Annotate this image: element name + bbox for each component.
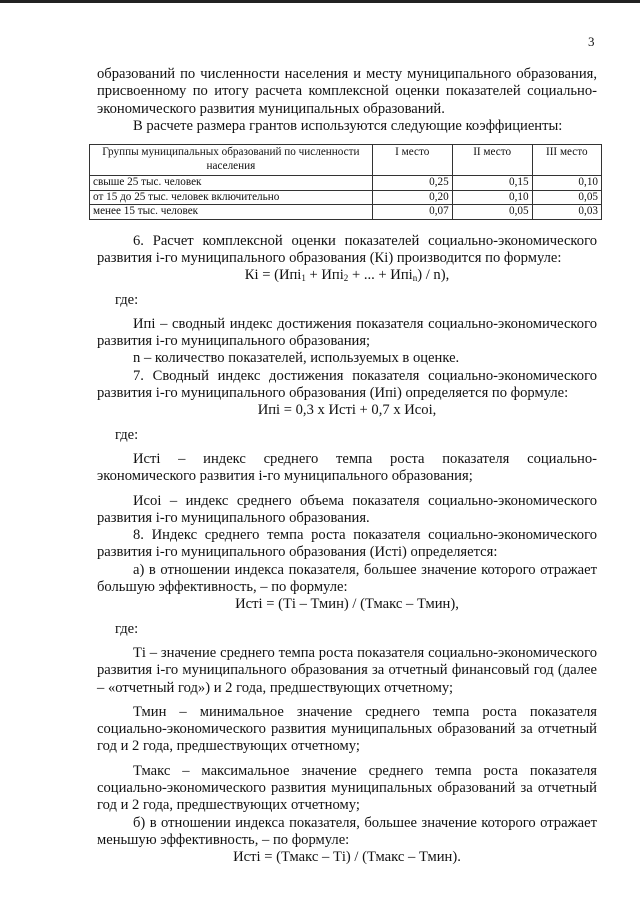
cell-value: 0,15 (452, 176, 532, 191)
definition-tmin: Тмин – минимальное значение среднего темпа роста показателя социально-экономического развития муниципальных образований за отчетный год и 2 года, предшествующих отчетному; (97, 703, 597, 755)
definition-isoi: Исоi – индекс среднего объема показателя социально-экономического развития i-го муниципального образования. (97, 492, 597, 526)
cell-value: 0,07 (372, 205, 452, 220)
formula-isti-b: Истi = (Тмакс – Тi) / (Тмакс – Тмин). (233, 849, 461, 866)
subscript: 1 (301, 273, 306, 284)
cell-value: 0,05 (532, 190, 601, 205)
table-row (90, 176, 602, 191)
coef-intro: В расчете размера грантов используются следующие коэффициенты: (133, 117, 563, 134)
where-label: где: (115, 291, 139, 308)
formula-part: + ... + Ипi (348, 267, 413, 284)
case-a: а) в отношении индекса показателя, большее значение которого отражает большую эффективность, – по формуле: (97, 561, 597, 596)
section-8-text: 8. Индекс среднего темпа роста показателя социально-экономического развития i-го муниципального образования (Истi) определяется: (97, 527, 597, 561)
formula-ipi: Ипi = 0,3 х Истi + 0,7 х Исоi, (257, 402, 437, 419)
cell-value: 0,10 (452, 190, 532, 205)
cell-value: 0,25 (372, 176, 452, 191)
row-group-label: от 15 до 25 тыс. человек включительно (90, 190, 373, 205)
where-label: где: (115, 620, 139, 637)
header-place-3: III место (532, 145, 601, 176)
formula-part: ) / n), (417, 267, 450, 284)
subscript: 2 (343, 273, 349, 284)
table-header-row (90, 145, 602, 176)
definition-isti: Истi – индекс среднего темпа роста показателя социально-экономического развития i-го муниципального образования; (97, 450, 597, 485)
where-label: где: (115, 426, 139, 443)
cell-value: 0,10 (532, 176, 601, 191)
case-b: б) в отношении индекса показателя, большее значение которого отражает меньшую эффективность, – по формуле: (97, 814, 597, 848)
section-7-text: 7. Сводный индекс достижения показателя социально-экономического развития i-го муниципального образования (Ипi) определяется по формуле: (97, 367, 597, 402)
definition-ipi: Ипi – сводный индекс достижения показателя социально-экономического развития i-го муниципального образования; (97, 315, 597, 350)
cell-value: 0,05 (452, 205, 532, 220)
definition-tmax: Тмакс – максимальное значение среднего темпа роста показателя социально-экономического развития муниципальных образований за отчетный год и 2 года, предшествующих отчетному; (97, 762, 597, 814)
coefficients-table (89, 144, 602, 220)
subscript: n (412, 273, 418, 284)
intro-paragraph: образований по численности населения и месту муниципального образования, присвоенному по итогу расчета комплексной оценки показателей социально-экономического развития муниципальных образований. (97, 66, 597, 117)
definition-n: n – количество показателей, используемых в оценке. (133, 350, 460, 367)
section-6-text: 6. Расчет комплексной оценки показателей социально-экономического развития i-го муниципального образования (Кi) производится по формуле: (97, 232, 597, 266)
row-group-label: свыше 25 тыс. человек (90, 176, 373, 191)
formula-ki (97, 267, 597, 284)
page-number: 3 (588, 34, 595, 49)
header-groups: Группы муниципальных образований по численности населения (90, 145, 373, 176)
header-place-1: I место (372, 145, 452, 176)
definition-ti: Тi – значение среднего темпа роста показателя социально-экономического развития i-го муниципального образования за отчетный финансовый год (далее – «отчетный год») и 2 года, предшествующих отчетному; (97, 644, 597, 696)
cell-value: 0,03 (532, 205, 601, 220)
cell-value: 0,20 (372, 190, 452, 205)
document-body (93, 66, 598, 866)
formula-part: + Ипi (305, 267, 344, 284)
table-row (90, 205, 602, 220)
formula-isti-a: Истi = (Тi – Тмин) / (Тмакс – Тмин), (235, 596, 459, 613)
table-row (90, 190, 602, 205)
row-group-label: менее 15 тыс. человек (90, 205, 373, 220)
top-border (0, 0, 640, 3)
formula-part: Кi = (Ипi (244, 267, 302, 284)
header-place-2: II место (452, 145, 532, 176)
